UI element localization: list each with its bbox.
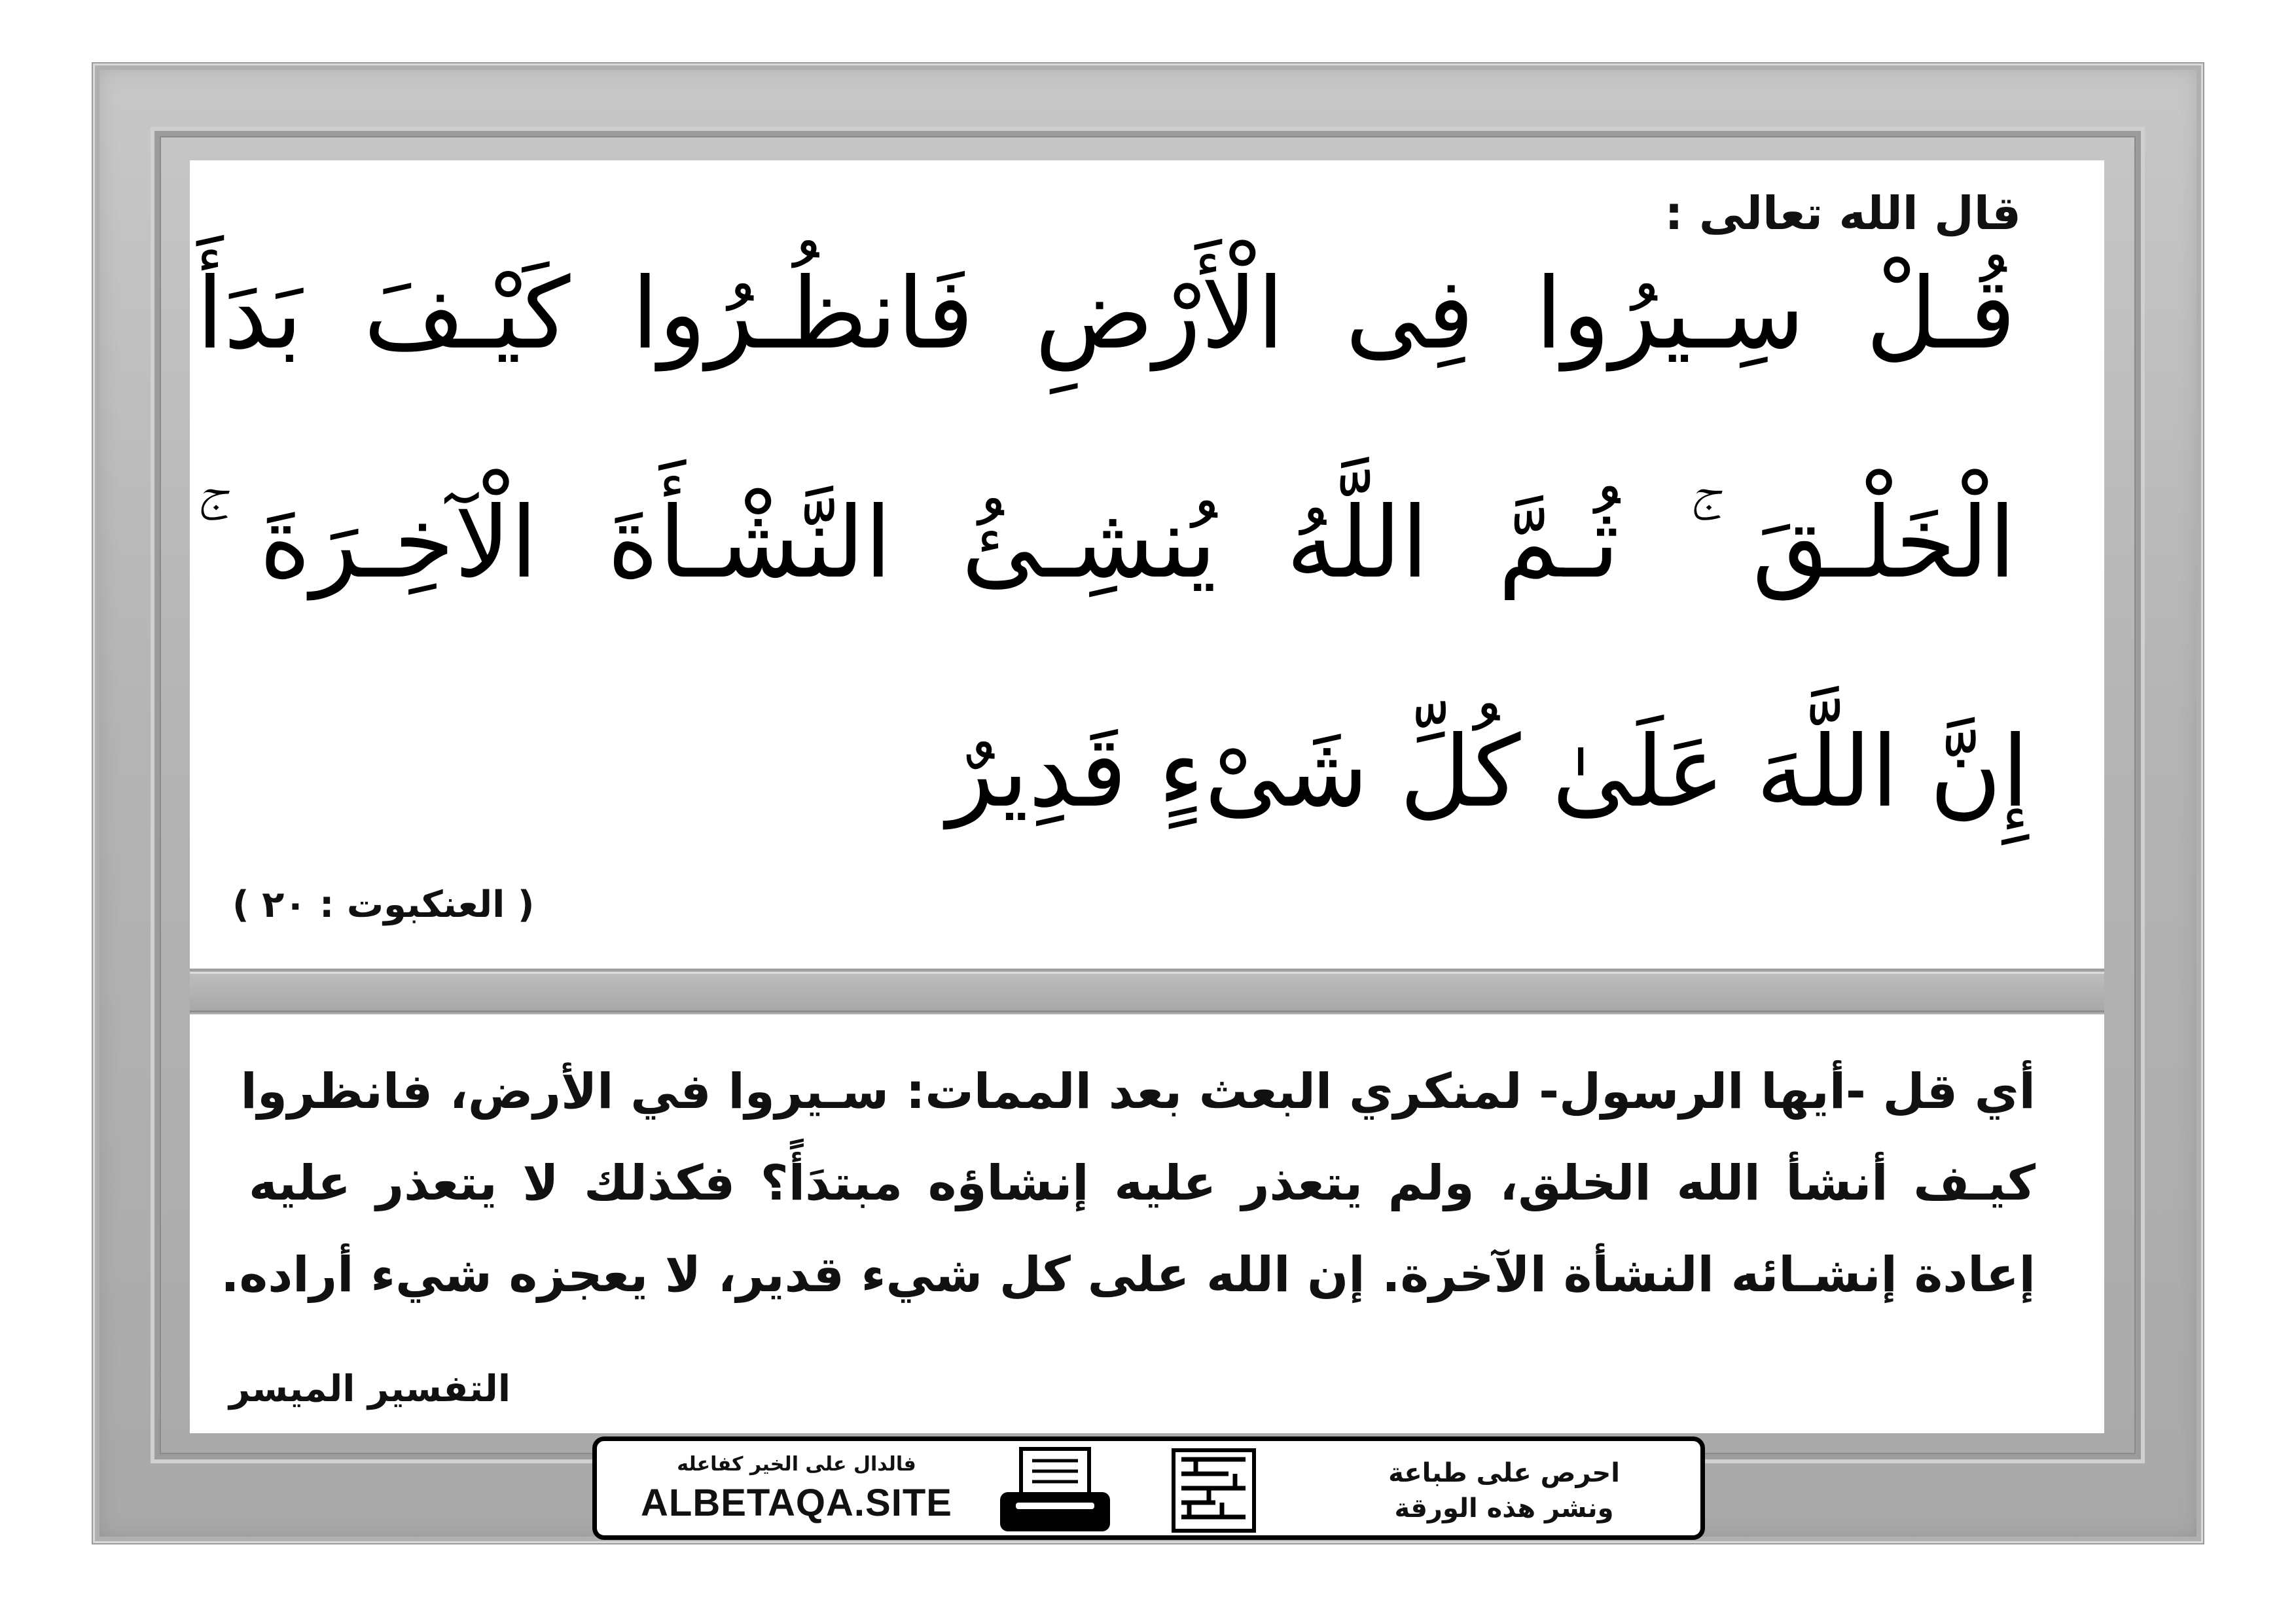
tafsir-line-2: كيـف أنشأ الله الخلق، ولم يتعذر عليه إنشاؤه مبتدَأً؟ فكذلك لا يتعذر عليه — [249, 1155, 2036, 1211]
tafsir-line-1: أي قل -أيها الرسول- لمنكري البعث بعد الممات: سـيروا في الأرض، فانظروا — [240, 1063, 2036, 1120]
footer-banner — [592, 1436, 1705, 1540]
website-link[interactable]: ALBETAQA.SITE — [641, 1482, 952, 1524]
surah-citation: ( العنكبوت : ٢٠ ) — [232, 883, 535, 926]
footer-website-block — [610, 1453, 983, 1525]
printer-icon — [996, 1446, 1114, 1535]
footer-slogan: فالدال على الخير كفاعله — [677, 1453, 916, 1476]
verse-line-2: الْخَلْـقَ ۚ ثُـمَّ اللَّهُ يُنشِـئُ النَّشْـأَةَ الْآخِـرَةَ ۚ — [196, 486, 2016, 600]
footer-note-line-1: احرص على طباعة — [1388, 1458, 1620, 1488]
tafsir-line-3: إعادة إنشـائه النشأة الآخرة. إن الله على كل شيء قدير، لا يعجزه شيء أراده. — [221, 1247, 2036, 1303]
footer-note — [1334, 1455, 1674, 1526]
calligraphic-logo-icon — [1170, 1446, 1258, 1535]
verse-line-1: قُـلْ سِـيرُوا فِى الْأَرْضِ فَانظُـرُوا كَيْـفَ بَدَأَ — [196, 257, 2016, 371]
intro-heading: قال الله تعالى : — [1664, 187, 2021, 240]
tafsir-source: التفسير الميسر — [229, 1368, 511, 1410]
verse-line-3: إِنَّ اللَّهَ عَلَىٰ كُلِّ شَىْءٍ قَدِيرٌ — [946, 715, 2029, 829]
footer-note-line-2: ونشر هذه الورقة — [1394, 1493, 1614, 1524]
panel-divider — [190, 972, 2104, 1012]
